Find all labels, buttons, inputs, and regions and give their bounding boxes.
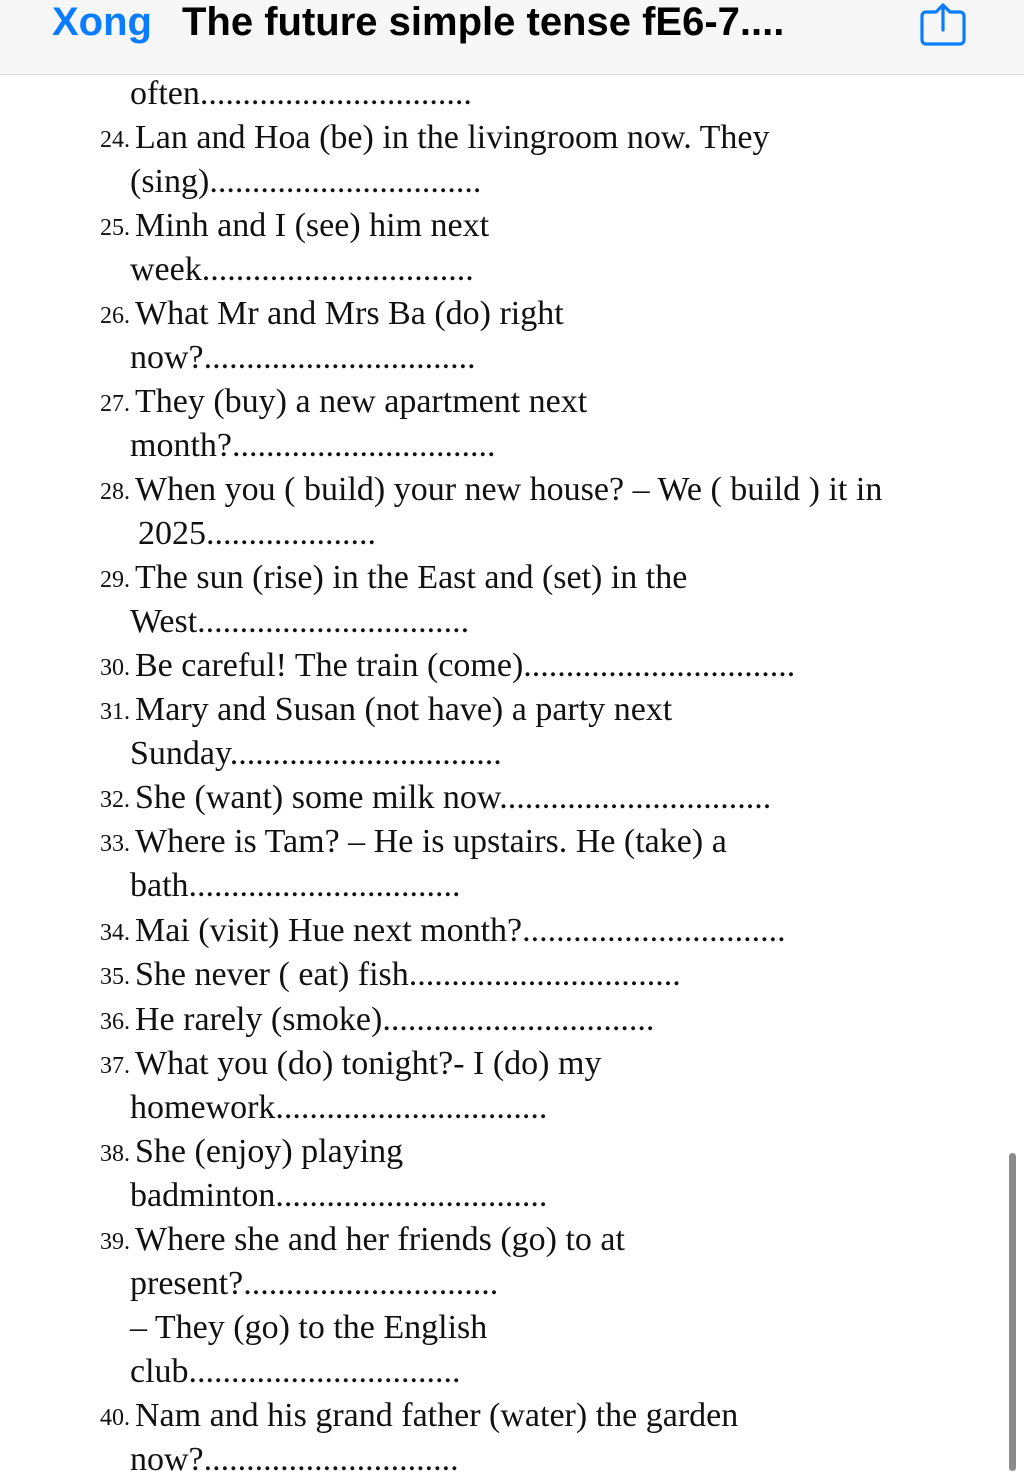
exercise-text-line: What Mr and Mrs Ba (do) right (135, 295, 564, 332)
exercise-text-line: club................................ (130, 1353, 461, 1390)
exercise-text-line: (sing)................................ (130, 163, 482, 200)
exercise-text-line: Lan and Hoa (be) in the livingroom now. They (135, 119, 770, 156)
exercise-number: 27. (100, 391, 130, 417)
exercise-number: 34. (100, 920, 130, 946)
exercise-text-line: Mai (visit) Hue next month?............................... (135, 912, 786, 949)
exercise-text-line: He rarely (smoke)................................ (135, 1001, 655, 1038)
exercise-text-line: homework................................ (130, 1089, 548, 1126)
exercise-text-line: Nam and his grand father (water) the garden (135, 1397, 739, 1434)
exercise-text-line: They (buy) a new apartment next (135, 383, 588, 420)
exercise-text-line: The sun (rise) in the East and (set) in the (135, 559, 688, 596)
exercise-text-line: badminton................................ (130, 1177, 548, 1214)
exercise-text-line: now?................................ (130, 339, 476, 376)
exercise-number: 32. (100, 787, 130, 813)
exercise-text-line: West................................ (130, 603, 470, 640)
exercise-number: 28. (100, 479, 130, 505)
exercise-number: 26. (100, 303, 130, 329)
exercise-text-line: – They (go) to the English (130, 1309, 488, 1346)
exercise-text-line: 2025.................... (138, 515, 376, 552)
exercise-text-line: bath................................ (130, 867, 461, 904)
exercise-text-line: week................................ (130, 251, 474, 288)
exercise-text-line: now?.............................. (130, 1441, 459, 1478)
exercise-text-line: She (want) some milk now................................ (135, 779, 772, 816)
exercise-text-line: Mary and Susan (not have) a party next (135, 691, 673, 728)
exercise-text-line: Where is Tam? – He is upstairs. He (take) a (135, 823, 727, 860)
exercise-number: 25. (100, 215, 130, 241)
exercise-text-line: Be careful! The train (come)................................ (135, 647, 796, 684)
share-button[interactable] (918, 0, 968, 50)
exercise-text-line: often................................ (130, 75, 472, 112)
document-title: The future simple tense fE6-7.... (182, 0, 785, 44)
exercise-text-line: What you (do) tonight?- I (do) my (135, 1045, 602, 1082)
exercise-text-line: Sunday................................ (130, 735, 502, 772)
exercise-text-line: She (enjoy) playing (135, 1133, 404, 1170)
exercise-number: 39. (100, 1229, 130, 1255)
exercise-text-line: present?.............................. (130, 1265, 499, 1302)
done-button[interactable]: Xong (52, 0, 152, 44)
exercise-number: 40. (100, 1405, 130, 1431)
exercise-text-line: When you ( build) your new house? – We ( build ) it in (135, 471, 883, 508)
exercise-number: 36. (100, 1009, 130, 1035)
exercise-text-line: She never ( eat) fish................................ (135, 956, 681, 993)
exercise-number: 30. (100, 655, 130, 681)
exercise-text-line: month?............................... (130, 427, 496, 464)
exercise-number: 37. (100, 1053, 130, 1079)
exercise-number: 31. (100, 699, 130, 725)
exercise-number: 29. (100, 567, 130, 593)
vertical-scrollbar[interactable] (1009, 1153, 1016, 1471)
exercise-text-line: Where she and her friends (go) to at (135, 1221, 625, 1258)
share-icon (918, 0, 968, 50)
exercise-number: 33. (100, 831, 130, 857)
exercise-text-line: Minh and I (see) him next (135, 207, 490, 244)
exercise-number: 24. (100, 127, 130, 153)
top-toolbar (0, 0, 1024, 75)
exercise-number: 35. (100, 964, 130, 990)
exercise-number: 38. (100, 1141, 130, 1167)
